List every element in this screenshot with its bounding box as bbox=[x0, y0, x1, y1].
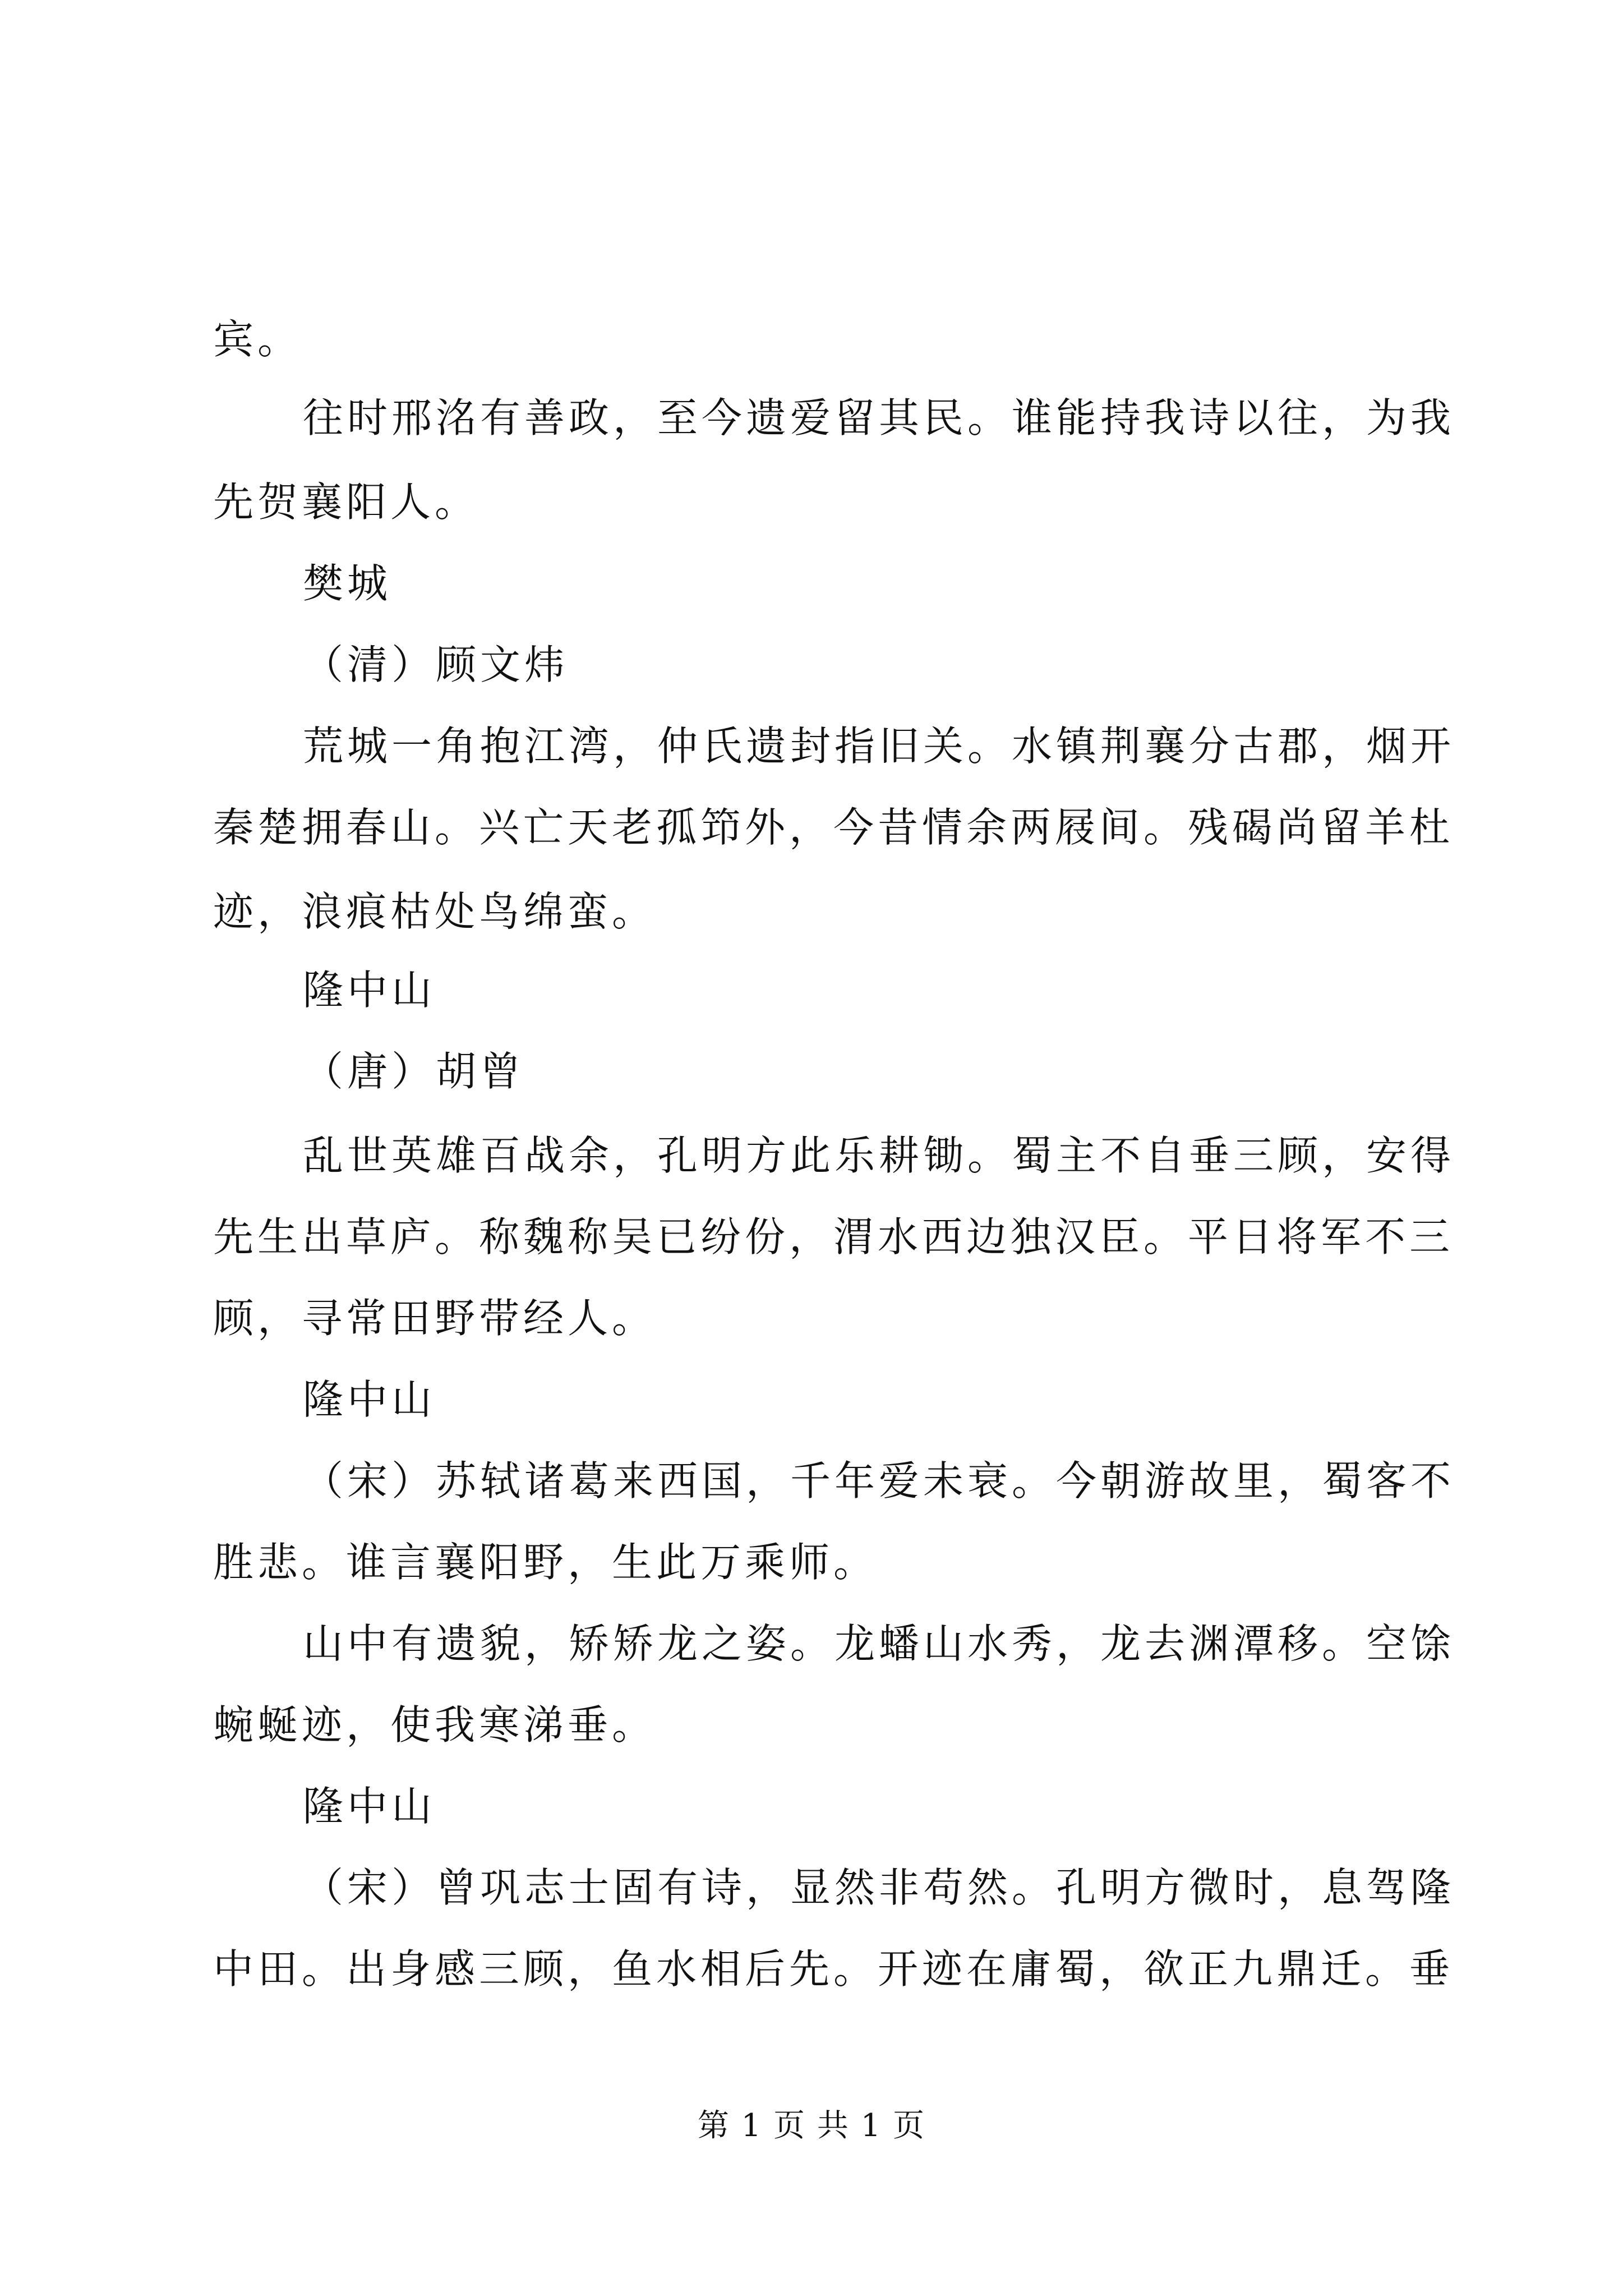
poem-title: 隆中山 bbox=[303, 967, 436, 1014]
text-line: 中田。出身感三顾，鱼水相后先。开迹在庸蜀，欲正九鼎迁。垂 bbox=[213, 1945, 1454, 1993]
text-line: 先贺襄阳人。 bbox=[213, 478, 479, 526]
poem-title: 樊城 bbox=[303, 560, 392, 607]
text-line: 顾，寻常田野带经人。 bbox=[213, 1295, 657, 1342]
text-line: 先生出草庐。称魏称吴已纷份，渭水西边独汉臣。平日将军不三 bbox=[213, 1213, 1454, 1260]
poem-title: 隆中山 bbox=[303, 1783, 436, 1830]
poem-author: （清）顾文炜 bbox=[303, 641, 569, 688]
page-footer: 第 1 页 共 1 页 bbox=[697, 2108, 926, 2144]
text-line: 山中有遗貌，矫矫龙之姿。龙蟠山水秀，龙去渊潭移。空馀 bbox=[303, 1620, 1455, 1667]
poem-title: 隆中山 bbox=[303, 1376, 436, 1423]
text-line: 秦楚拥春山。兴亡天老孤笻外，今昔情余两屐间。残碣尚留羊杜 bbox=[213, 804, 1454, 851]
text-line: （宋）苏轼诸葛来西国，千年爱未衰。今朝游故里，蜀客不 bbox=[303, 1457, 1455, 1504]
text-line: （宋）曾巩志士固有诗，显然非苟然。孔明方微时，息驾隆 bbox=[303, 1864, 1455, 1911]
text-line: 荒城一角抱江湾，仲氏遗封指旧关。水镇荆襄分古郡，烟开 bbox=[303, 723, 1455, 770]
text-line: 往时邢洺有善政，至今遗爱留其民。谁能持我诗以往，为我 bbox=[303, 394, 1455, 441]
text-line: 胜悲。谁言襄阳野，生此万乘师。 bbox=[213, 1539, 878, 1586]
poem-author: （唐）胡曾 bbox=[303, 1048, 525, 1095]
text-line: 宾。 bbox=[213, 316, 302, 363]
text-line: 乱世英雄百战余，孔明方此乐耕锄。蜀主不自垂三顾，安得 bbox=[303, 1132, 1455, 1179]
text-line: 蜿蜒迹，使我寒涕垂。 bbox=[213, 1701, 657, 1749]
text-line: 迹，浪痕枯处鸟绵蛮。 bbox=[213, 888, 657, 935]
